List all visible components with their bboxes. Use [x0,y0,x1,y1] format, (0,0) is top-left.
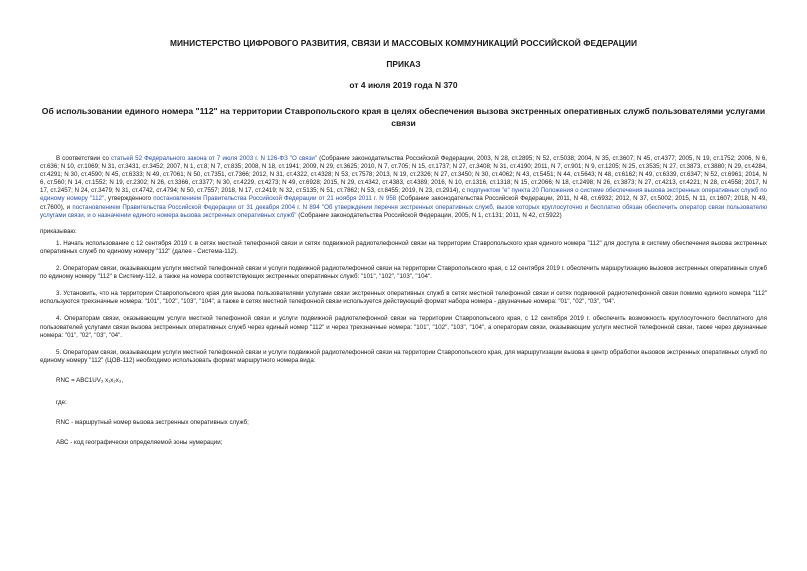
where-label: где: [56,398,67,406]
preamble-paragraph [40,155,767,220]
preamble-text-2: (Собрание законодательства Российской Федерации, 2003, N 28, ст.2895; N 52, ст.5038; 2004, N 35, ст.3607; N 45, ст.4377; 2005, N 19, ст.1752; 2006, N 6, ст.636; N 10, ст.1069; N 31, ст.3431, ст.3452; 2007, N 1, ст.8; N 7, ст.835; 2008, N 18, ст.1941; 2009, N 29, ст.3625; 2010, N 7, ст.705; N 15, ст.1737; N 27, ст.3408; N 31, ст.4190; 2011, N 7, ст.901; N 9, ст.1205; N 25, ст.3535; N 27, ст.3873, ст.3880; N 29, ст.4284, ст.4291; N 30, ст.4590; N 45, ст.6333; N 49, ст.7061; N 50, ст.7351, ст.7366; 2012, N 31, ст.4322, ст.4328; N 53, ст.7578; 2013, N 19, ст.2326; N 27, ст.3450; N 30, ст.4062; N 43, ст.5451; N 44, ст.5643; N 48, ст.6162; N 49, ст.6339, ст.6347; N 52, ст.6961; 2014, N 6, ст.560; N 14, ст.1552; N 19, ст.2302; N 26, ст.3366, ст.3377; N 30, ст.4229, ст.4273; N 49, ст.6928; 2015, N 29, ст.4342, ст.4383, ст.4389; 2016, N 10, ст.1316, ст.1318; N 15, ст.2066; N 18, ст.2498; N 26, ст.3873; N 27, ст.4213, ст.4221; N 28, ст.4558; 2017, N 17, ст.2457; N 24, ст.3479; N 31, ст.4742, ст.4794; N 50, ст.7557; 2018, N 17, ст.2419; N 32, ст.5135; N 51, ст.7862; N 53, ст.8455; 2019, N 23, ст.2914), с [40,155,768,195]
order-item-1: 1. Начать использование с 12 сентября 2019 г. в сетях местной телефонной связи и сетях подвижной радиотелефонной связи на территории Ставропольского края единого номера "112" для доступа в систему обеспечения вызова экстренных оперативных служб по единому номеру "112" (далее - Система-112). [40,239,767,255]
order-item-3: 3. Установить, что на территории Ставропольского края для вызова пользователями услугами связи экстренных оперативных служб в сетях местной телефонной связи и сетях подвижной радиотелефонной связи помимо единого номера "112" используются трехзначные номера: "101", "102", "103", "104", а также в сетях местной телефонной связи используется действующий формат набора номера - двузначные номера: "01", "02", "03", "04". [40,290,767,306]
routing-number-formula: RNC = ABC1UV₃ x₁x₂x₃, [56,376,124,384]
preamble-text-1: В соответствии со [56,155,111,162]
document-body [40,155,767,447]
preamble-text-4: (Собрание законодательства Российской Федерации, 2011, N 48, ст.6932; 2012, N 37, ст.5002; 2015, N 11, ст.1607; 2018, N 49, ст.7600), и [40,195,767,211]
regulation-subitem-link[interactable]: подпунктом "е" пункта 20 Положения о системе обеспечения вызова экстренных оперативных служб по единому номеру "112" [40,187,768,203]
order-item-5: 5. Операторам связи, оказывающим услуги местной телефонной связи и услуги подвижной радиотелефонной связи на территории Ставропольского края, для маршрутизации вызова в центр обработки вызовов экстренных оперативных служб по единому номеру "112" (ЦОВ-112) необходимо использовать формат маршрутного номера вида: [40,348,767,364]
ministry-heading: МИНИСТЕРСТВО ЦИФРОВОГО РАЗВИТИЯ, СВЯЗИ И МАССОВЫХ КОММУНИКАЦИЙ РОССИЙСКОЙ ФЕДЕРАЦИИ [169,38,638,48]
definition-abc: АВС - код географически определяемой зоны нумерации; [56,439,223,447]
law-126fz-link[interactable]: статьей 52 Федерального закона от 7 июля 2003 г. N 126-ФЗ "О связи" [110,155,318,162]
order-item-4: 4. Операторам связи, оказывающим услуги местной телефонной связи и услуги подвижной радиотелефонной связи на территории Ставропольского края, с 12 сентября 2019 г. обеспечить возможность круглосуточного бесплатного для пользователей услугами связи вызова экстренных оперативных служб через единый номер "112" и через трехзначные номера: "101", "102", "103", "104", а операторам связи, оказывающим услуги местной телефонной связи, также через двузначные номера: "01", "02", "03", "04". [40,315,767,339]
order-item-2: 2. Операторам связи, оказывающим услуги местной телефонной связи и услуги подвижной радиотелефонной связи на территории Ставропольского края, с 12 сентября 2019 г. обеспечить маршрутизацию вызовов экстренных оперативных служб по единому номеру "112" в Систему-112, а также на номера соответствующих экстренных оперативных служб: "101", "102", "103", "104". [40,265,767,281]
decree-958-link[interactable]: постановлением Правительства Российской Федерации от 21 ноября 2011 г. N 958 [153,195,397,203]
document-type-heading: ПРИКАЗ [386,59,421,69]
document-title: Об использовании единого номера "112" на территории Ставропольского края в целях обеспечения вызова экстренных оперативных служб пользователями услугами связи [41,106,766,128]
decree-894-link[interactable]: постановлением Правительства Российской Федерации от 31 декабря 2004 г. N 894 "Об утверждении перечня экстренных оперативных служб, вызов которых круглосуточно и бесплатно обязан обеспечить оператор связи пользователю услугами связи, и о назначении единого номера вызова экстренных оперативных служб" [40,203,767,219]
order-word: приказываю: [40,227,77,235]
preamble-text-3: , утвержденного [104,195,154,203]
preamble-text-5: (Собрание законодательства Российской Федерации, 2005, N 1, ст.131; 2011, N 42, ст.5922) [296,211,562,219]
document-date-number: от 4 июля 2019 года N 370 [349,80,458,90]
definition-rnc: RNC - маршрутный номер вызова экстренных оперативных служб; [56,419,249,427]
